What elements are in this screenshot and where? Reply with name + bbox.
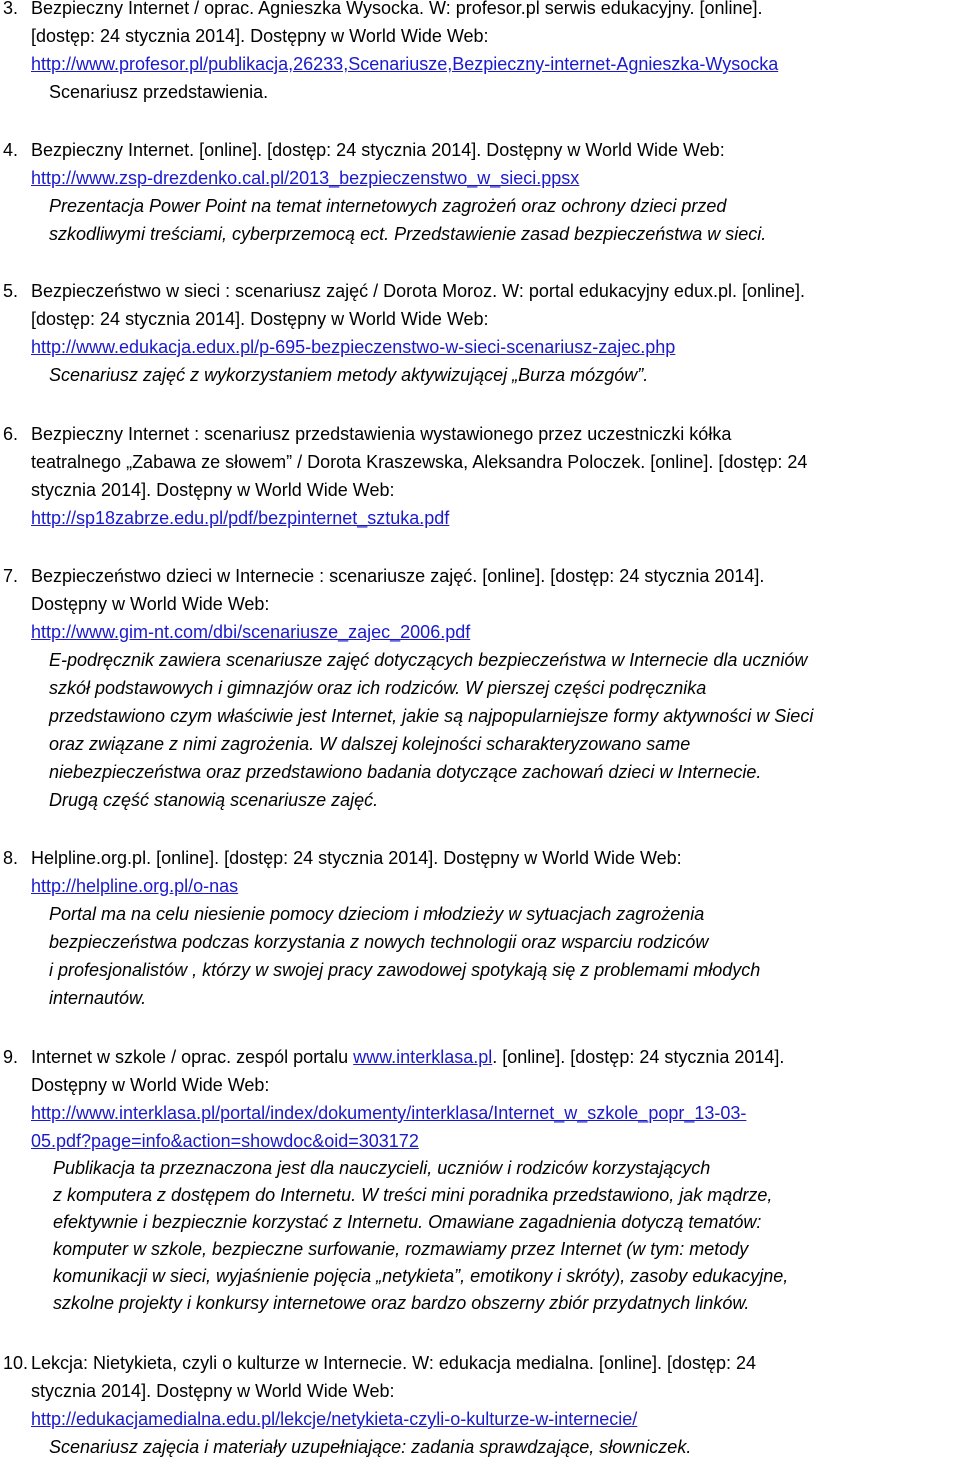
reference-body [31, 277, 956, 389]
reference-link[interactable]: http://www.profesor.pl/publikacja,26233,Scenariusze,Bezpieczny-internet-Agnieszka-Wysocka [31, 54, 779, 74]
citation-line [31, 844, 956, 872]
citation-line [31, 333, 956, 361]
reference-body [31, 1043, 956, 1317]
reference-description-line: internautów. [49, 988, 147, 1008]
citation-line [31, 420, 956, 448]
citation-line [31, 277, 956, 305]
reference-number: 6. [3, 424, 19, 444]
citation-text: Scenariusz przedstawienia. [49, 82, 269, 102]
reference-body [31, 136, 956, 248]
reference-description-line: Portal ma na celu niesienie pomocy dzieciom i młodzieży w sytuacjach zagrożenia [49, 904, 705, 924]
citation-line [49, 78, 956, 106]
citation-text: [dostęp: 24 stycznia 2014]. Dostępny w World Wide Web: [31, 26, 489, 46]
reference-number: 3. [3, 0, 19, 18]
reference-link-continued[interactable]: 05.pdf?page=info&action=showdoc&oid=303172 [31, 1131, 419, 1151]
reference-link[interactable]: http://helpline.org.pl/o-nas [31, 876, 239, 896]
reference-description-line: szkolne projekty i konkursy internetowe oraz bardzo obszerny zbiór przydatnych linków. [53, 1293, 750, 1313]
citation-text: Bezpieczeństwo dzieci w Internecie : scenariusze zajęć. [online]. [dostęp: 24 stycznia 2014]. [31, 566, 765, 586]
citation-line [31, 50, 956, 78]
citation-line [31, 136, 956, 164]
reference-link[interactable]: http://www.gim-nt.com/dbi/scenariusze_zajec_2006.pdf [31, 622, 471, 642]
reference-description-line: przedstawiono czym właściwie jest Internet, jakie są najpopularniejsze formy aktywności w Sieci [49, 706, 814, 726]
reference-number: 7. [3, 566, 19, 586]
reference-description-line: komunikacji w sieci, wyjaśnienie pojęcia „netykieta”, emotikony i skróty), zasoby edukacyjne, [53, 1266, 789, 1286]
citation-text: Bezpieczny Internet / oprac. Agnieszka Wysocka. W: profesor.pl serwis edukacyjny. [online]. [31, 0, 763, 18]
citation-text: Dostępny w World Wide Web: [31, 1075, 270, 1095]
citation-text: Bezpieczeństwo w sieci : scenariusz zajęć / Dorota Moroz. W: portal edukacyjny edux.pl. [online]. [31, 281, 806, 301]
citation-text: teatralnego „Zabawa ze słowem” / Dorota Kraszewska, Aleksandra Poloczek. [online]. [dostęp: 24 [31, 452, 808, 472]
citation-line [31, 590, 956, 618]
citation-text: Bezpieczny Internet : scenariusz przedstawienia wystawionego przez uczestniczki kółka [31, 424, 732, 444]
reference-description-line: i profesjonalistów , którzy w swojej pracy zawodowej spotykają się z problemami młodych [49, 960, 761, 980]
reference-link[interactable]: http://www.edukacja.edux.pl/p-695-bezpieczenstwo-w-sieci-scenariusz-zajec.php [31, 337, 676, 357]
citation-line [31, 504, 956, 532]
reference-description-line: szkodliwymi treściami, cyberprzemocą ect. Przedstawienie zasad bezpieczeństwa w sieci. [49, 224, 767, 244]
reference-description-line: Publikacja ta przeznaczona jest dla nauczycieli, uczniów i rodziców korzystających [53, 1158, 711, 1178]
reference-description-line: bezpieczeństwa podczas korzystania z nowych technologii oraz wsparciu rodziców [49, 932, 709, 952]
reference-number: 9. [3, 1047, 19, 1067]
reference-link[interactable]: http://www.zsp-drezdenko.cal.pl/2013_bezpieczenstwo_w_sieci.ppsx [31, 168, 580, 188]
reference-number: 10. [3, 1353, 29, 1373]
reference-link[interactable]: http://sp18zabrze.edu.pl/pdf/bezpinternet_sztuka.pdf [31, 508, 450, 528]
citation-line [31, 1043, 956, 1071]
reference-body [31, 420, 956, 532]
citation-line [31, 562, 956, 590]
reference-description-line: oraz związane z nimi zagrożenia. W dalszej kolejności scharakteryzowano same [49, 734, 691, 754]
reference-description-line: efektywnie i bezpiecznie korzystać z Internetu. Omawiane zagadnienia dotyczą tematów: [53, 1212, 762, 1232]
citation-line [31, 0, 956, 22]
reference-number: 8. [3, 848, 19, 868]
citation-line [31, 476, 956, 504]
citation-text: Lekcja: Nietykieta, czyli o kulturze w Internecie. W: edukacja medialna. [online]. [dostęp: 24 [31, 1353, 757, 1373]
reference-description-line: niebezpieczeństwa oraz przedstawiono badania dotyczące zachowań dzieci w Internecie. [49, 762, 762, 782]
citation-line [31, 305, 956, 333]
citation-line [31, 1349, 956, 1377]
citation-line [31, 164, 956, 192]
citation-line [31, 448, 956, 476]
citation-text: [dostęp: 24 stycznia 2014]. Dostępny w World Wide Web: [31, 309, 489, 329]
reference-link[interactable]: http://edukacjamedialna.edu.pl/lekcje/netykieta-czyli-o-kulturze-w-internecie/ [31, 1409, 638, 1429]
reference-body [31, 844, 956, 1012]
reference-number: 4. [3, 140, 19, 160]
reference-number: 5. [3, 281, 19, 301]
citation-text: stycznia 2014]. Dostępny w World Wide Web: [31, 480, 395, 500]
reference-description-line: z komputera z dostępem do Internetu. W treści mini poradnika przedstawiono, jak mądrze, [53, 1185, 773, 1205]
citation-text: Dostępny w World Wide Web: [31, 594, 270, 614]
citation-line [31, 1127, 956, 1155]
citation-text: Internet w szkole / oprac. zespól portalu [31, 1047, 354, 1067]
citation-line [31, 1071, 956, 1099]
citation-line [31, 872, 956, 900]
reference-description-line: Scenariusz zajęcia i materiały uzupełniające: zadania sprawdzające, słowniczek. [49, 1437, 692, 1457]
citation-line [31, 618, 956, 646]
reference-description-line: Scenariusz zajęć z wykorzystaniem metody aktywizującej „Burza mózgów”. [49, 365, 649, 385]
citation-line [31, 1377, 956, 1405]
reference-link[interactable]: http://www.interklasa.pl/portal/index/dokumenty/interklasa/Internet_w_szkole_popr_13-03- [31, 1103, 747, 1123]
citation-text: Bezpieczny Internet. [online]. [dostęp: 24 stycznia 2014]. Dostępny w World Wide Web: [31, 140, 725, 160]
citation-line [31, 1405, 956, 1433]
reference-description-line: komputer w szkole, bezpieczne surfowanie, rozmawiamy przez Internet (w tym: metody [53, 1239, 749, 1259]
reference-body [31, 1349, 956, 1461]
citation-text: stycznia 2014]. Dostępny w World Wide Web: [31, 1381, 395, 1401]
interklasa-link[interactable]: www.interklasa.pl [353, 1047, 493, 1067]
reference-description-line: szkół podstawowych i gimnazjów oraz ich rodziców. W pierszej części podręcznika [49, 678, 707, 698]
citation-line [31, 1099, 956, 1127]
reference-description-line: Drugą część stanowią scenariusze zajęć. [49, 790, 379, 810]
citation-text: . [online]. [dostęp: 24 stycznia 2014]. [492, 1047, 785, 1067]
citation-text: Helpline.org.pl. [online]. [dostęp: 24 stycznia 2014]. Dostępny w World Wide Web: [31, 848, 682, 868]
reference-description-line: Prezentacja Power Point na temat internetowych zagrożeń oraz ochrony dzieci przed [49, 196, 727, 216]
reference-body [31, 0, 956, 106]
reference-description-line: E-podręcznik zawiera scenariusze zajęć dotyczących bezpieczeństwa w Internecie dla uczniów [49, 650, 808, 670]
reference-body [31, 562, 956, 814]
citation-line [31, 22, 956, 50]
